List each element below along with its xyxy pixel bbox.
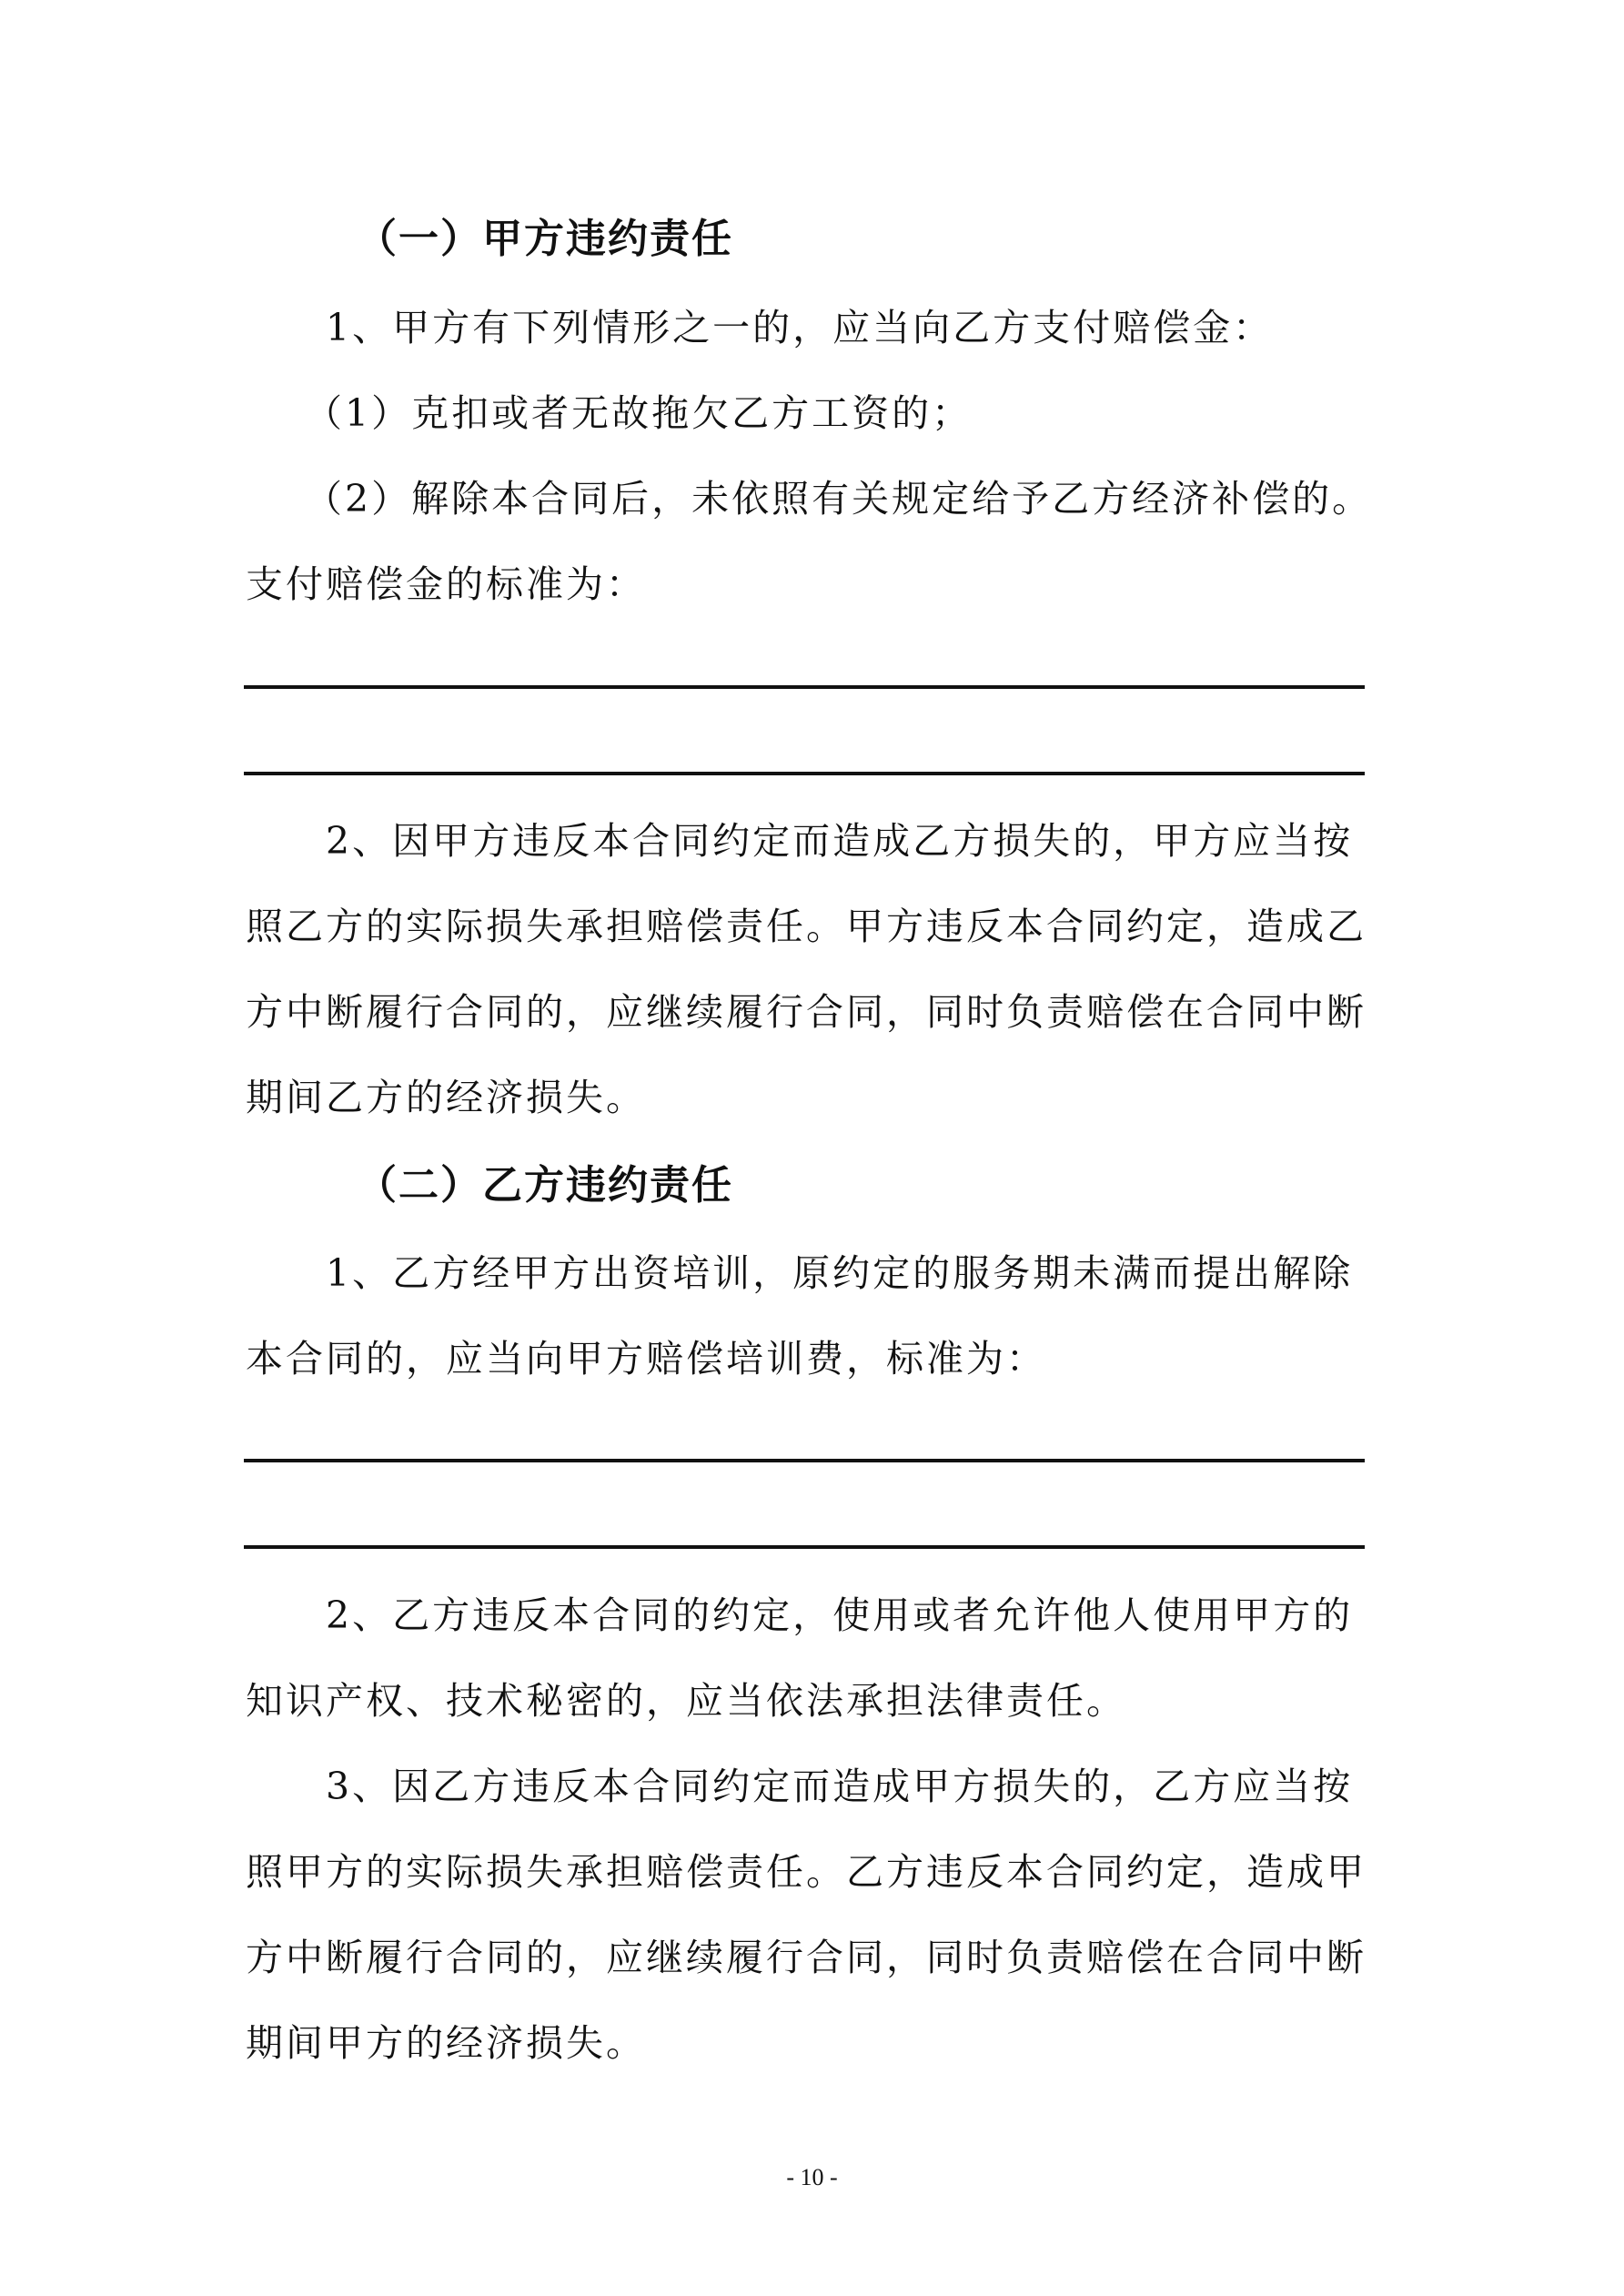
page-number: - 10 - [786, 2164, 838, 2190]
clause-text: 2、乙方违反本合同的约定，使用或者允许他人使用甲方的 [326, 1593, 1354, 1637]
fill-in-blank-line [244, 1459, 1365, 1462]
clause-text: 照甲方的实际损失承担赔偿责任。乙方违反本合同约定，造成甲 [246, 1850, 1367, 1894]
clause-text: 方中断履行合同的，应继续履行合同，同时负责赔偿在合同中断 [246, 990, 1367, 1034]
clause-text: 2、因甲方违反本合同约定而造成乙方损失的，甲方应当按 [326, 819, 1354, 863]
clause-text: 1、乙方经甲方出资培训，原约定的服务期未满而提出解除 [326, 1251, 1354, 1295]
fill-in-blank-line [244, 1545, 1365, 1549]
clause-text: 知识产权、技术秘密的，应当依法承担法律责任。 [246, 1679, 1126, 1723]
clause-text: 期间甲方的经济损失。 [246, 2021, 646, 2065]
clause-text: 期间乙方的经济损失。 [246, 1076, 646, 1119]
clause-text: 方中断履行合同的，应继续履行合同，同时负责赔偿在合同中断 [246, 1936, 1367, 1979]
clause-text: （2）解除本合同后，未依照有关规定给予乙方经济补偿的。 [305, 477, 1373, 521]
fill-in-blank-line [244, 685, 1365, 689]
clause-text: 本合同的，应当向甲方赔偿培训费，标准为： [246, 1337, 1046, 1381]
clause-text: （1）克扣或者无故拖欠乙方工资的； [305, 391, 973, 435]
clause-text: 3、因乙方违反本合同约定而造成甲方损失的，乙方应当按 [326, 1765, 1354, 1808]
clause-text: 支付赔偿金的标准为： [246, 562, 646, 606]
clause-text: 1、甲方有下列情形之一的，应当向乙方支付赔偿金： [326, 306, 1274, 349]
section-heading-party-b: （二）乙方违约责任 [357, 1162, 733, 1209]
clause-text: 照乙方的实际损失承担赔偿责任。甲方违反本合同约定，造成乙 [246, 905, 1367, 948]
section-heading-party-a: （一）甲方违约责任 [357, 216, 733, 262]
fill-in-blank-line [244, 772, 1365, 775]
